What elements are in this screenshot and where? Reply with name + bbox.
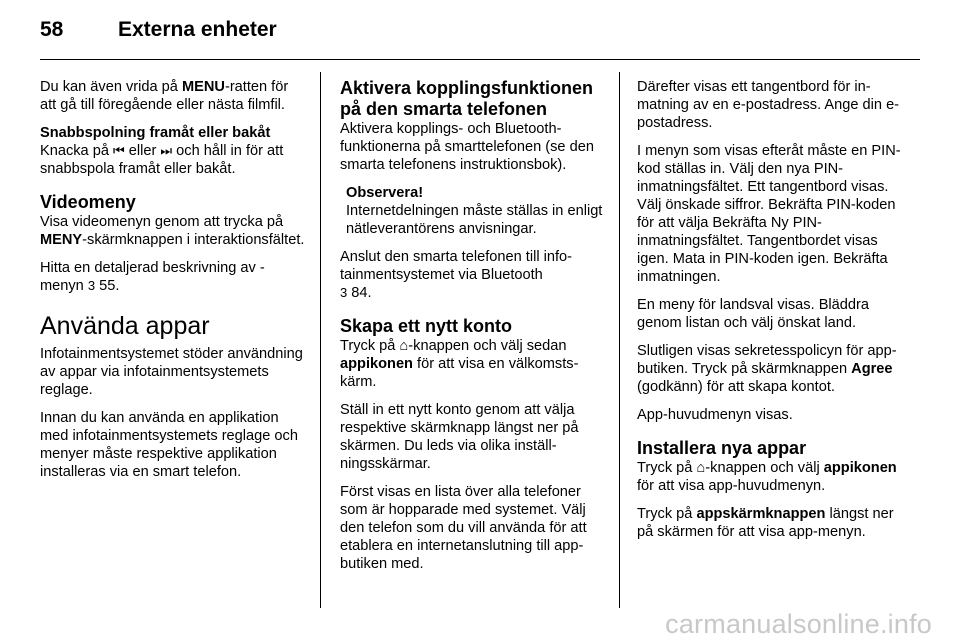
reference-arrow-icon: 3: [340, 285, 348, 300]
paragraph: Därefter visas ett tangentbord för inmatning av en e-postadress. Ange din e-postadress.: [637, 79, 900, 131]
paragraph: Tryck på appskärmknappen längst ner på skärmen för att visa app-menyn.: [637, 506, 894, 540]
page-number: 58: [40, 18, 64, 41]
paragraph: Hitta en detaljerad beskrivning av - menyn 3 55.: [40, 260, 265, 294]
app-screen-button-label: appskärmknappen: [696, 506, 826, 522]
app-icon-label: appikonen: [340, 356, 413, 372]
skip-forward-icon: ⏭: [160, 143, 173, 158]
paragraph: Tryck på ⌂-knappen och välj sedan appikonen för att visa en välkomstskärm.: [340, 338, 579, 390]
paragraph: Knacka på ⏮ eller ⏭ och håll in för att snabbspola framåt eller bakåt.: [40, 143, 284, 177]
paragraph: App-huvudmenyn visas.: [637, 407, 793, 423]
column-3: [637, 78, 905, 551]
page-title: Externa enheter: [118, 18, 277, 41]
watermark: carmanualsonline.info: [665, 609, 932, 639]
meny-button-label: MENY: [40, 232, 83, 248]
column-1: [40, 78, 308, 491]
paragraph: Innan du kan använda en applikation med infotainmentsystemets reglage och menyer måste respektive applikation installeras via en smart telefon.: [40, 410, 298, 480]
paragraph: Ställ in ett nytt konto genom att välja respektive skärmknapp längst ner på skärmen. Du leds via olika inställningsskärmar.: [340, 402, 579, 472]
paragraph: Tryck på ⌂-knappen och välj appikonen för att visa app-huvudmenyn.: [637, 460, 897, 494]
paragraph: Infotainmentsystemet stöder användning av appar via infotainmentsystemets reglage.: [40, 346, 303, 398]
heading-installera: Installera nya appar: [637, 438, 807, 458]
reference-arrow-icon: 3: [87, 278, 96, 293]
column-2: [340, 78, 608, 583]
header-rule: [40, 59, 920, 60]
heading-anvanda-appar: Använda appar: [40, 312, 210, 340]
paragraph: Slutligen visas sekretesspolicyn för app-butiken. Tryck på skärmknappen Agree (godkänn) för att skapa kontot.: [637, 343, 897, 395]
subheading-fast-forward: Snabbspolning framåt eller bakåt: [40, 125, 271, 141]
home-icon: ⌂: [696, 460, 706, 476]
note-text: Internetdelningen måste ställas in enligt nätleverantörens anvisningar.: [346, 203, 603, 237]
heading-skapa-konto: Skapa ett nytt konto: [340, 316, 513, 336]
app-icon-label: appikonen: [823, 460, 897, 476]
home-icon: ⌂: [399, 338, 409, 354]
menu-knob-label: MENU: [181, 79, 225, 95]
paragraph: Först visas en lista över alla telefoner som är hopparade med systemet. Välj den telefon som du vill använda för att etablera en internetanslutning till app-butiken med.: [340, 484, 587, 572]
column-divider-2: [619, 72, 620, 608]
paragraph: Visa videomenyn genom att trycka på MENY-skärmknappen i interaktionsfältet.: [40, 214, 305, 248]
paragraph: I menyn som visas efteråt måste en PIN-kod ställas in. Välj den nya PIN-inmatningsfältet. Ett tangentbord visas. Välj önskade siffror. Bekräfta PIN-koden för att välja Bekräfta Ny PIN-inmatningsfältet. Tangentbordet visas igen. Mata in PIN-koden igen. Bekräfta inmatningen.: [637, 143, 901, 285]
skip-back-icon: ⏮: [113, 143, 125, 158]
agree-button-label: Agree: [851, 361, 893, 377]
heading-videomeny: Videomeny: [40, 192, 136, 212]
paragraph: Aktivera kopplings- och Bluetooth-funktionerna på smarttelefonen (se den smarta telefonens instruktionsbok).: [340, 121, 594, 173]
paragraph: En meny för landsval visas. Bläddra genom listan och välj önskat land.: [637, 297, 869, 331]
note-title: Observera!: [346, 185, 424, 201]
column-divider-1: [320, 72, 321, 608]
page-header: [40, 18, 277, 52]
paragraph: Anslut den smarta telefonen till infotainmentsystemet via Bluetooth 3 84.: [340, 249, 573, 301]
note-box: [340, 184, 608, 238]
heading-aktivera: Aktivera kopplingsfunktionen på den smarta telefonen: [340, 78, 594, 119]
paragraph: Du kan även vrida på MENU-ratten för att gå till föregående eller nästa filmfil.: [40, 79, 289, 113]
